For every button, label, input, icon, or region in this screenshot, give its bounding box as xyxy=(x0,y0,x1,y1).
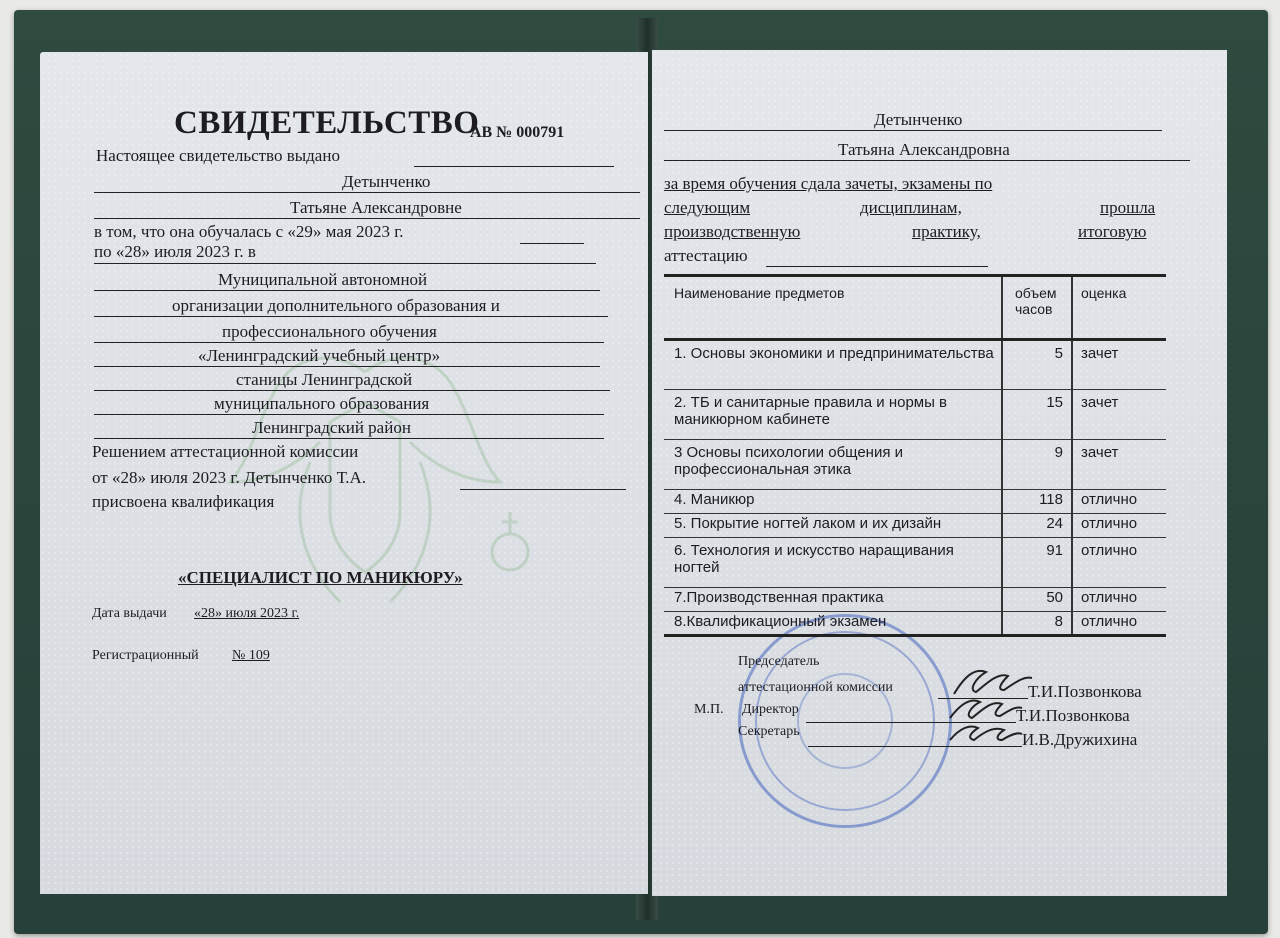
org-line-3: профессионального обучения xyxy=(222,322,437,341)
exams-text-line-2b: дисциплинам, xyxy=(860,198,962,217)
subject-cell: 1. Основы экономики и предпринимательства xyxy=(664,340,1002,390)
grade-cell: зачет xyxy=(1072,390,1166,440)
table-row xyxy=(664,440,1166,490)
exams-text-line-3b: практику, xyxy=(912,222,981,241)
grade-cell: отлично xyxy=(1072,514,1166,538)
exams-text-line-3a: производственную xyxy=(664,222,801,241)
exams-text-line-1: за время обучения сдала зачеты, экзамены по xyxy=(664,174,993,193)
qualification-title: «СПЕЦИАЛИСТ ПО МАНИКЮРУ» xyxy=(178,568,463,587)
grade-cell: отлично xyxy=(1072,588,1166,612)
subject-cell: 2. ТБ и санитарные правила и нормы в маникюрном кабинете xyxy=(664,390,1002,440)
table-row xyxy=(664,514,1166,538)
table-row xyxy=(664,538,1166,588)
fill-line xyxy=(94,290,600,291)
table-row xyxy=(664,490,1166,514)
fill-line xyxy=(520,243,584,244)
grades-table xyxy=(664,274,1166,637)
secretary-label: Секретарь xyxy=(738,724,800,739)
table-header-row xyxy=(664,276,1166,340)
hours-cell: 15 xyxy=(1002,390,1072,440)
right-name: Татьяна Александровна xyxy=(838,140,1010,159)
grade-cell: зачет xyxy=(1072,440,1166,490)
chairman-name: Т.И.Позвонкова xyxy=(1028,682,1142,701)
study-start: в том, что она обучалась с «29» мая 2023 г. xyxy=(94,222,404,241)
secretary-name: И.В.Дружихина xyxy=(1022,730,1138,749)
fill-line xyxy=(94,192,640,193)
subject-cell: 4. Маникюр xyxy=(664,490,1002,514)
issue-date-value: «28» июля 2023 г. xyxy=(194,606,300,621)
fill-line xyxy=(94,366,600,367)
header-subject: Наименование предметов xyxy=(664,276,1002,340)
grade-cell: отлично xyxy=(1072,612,1166,636)
hours-cell: 24 xyxy=(1002,514,1072,538)
grade-cell: отлично xyxy=(1072,538,1166,588)
seal-place-label: М.П. xyxy=(694,702,724,717)
fill-line xyxy=(664,130,1162,131)
org-line-1: Муниципальной автономной xyxy=(218,270,428,289)
issued-to-label: Настоящее свидетельство выдано xyxy=(96,146,340,165)
exams-text-line-2a: следующим xyxy=(664,198,751,217)
fill-line xyxy=(460,489,626,490)
exams-text-line-3c: итоговую xyxy=(1078,222,1147,241)
subject-cell: 7.Производственная практика xyxy=(664,588,1002,612)
fill-line xyxy=(94,390,610,391)
fill-line xyxy=(664,160,1190,161)
hours-cell: 91 xyxy=(1002,538,1072,588)
secretary-signature xyxy=(944,718,1024,748)
certificate-series-number: АВ № 000791 xyxy=(470,124,565,141)
fill-line xyxy=(94,438,604,439)
subject-cell: 5. Покрытие ногтей лаком и их дизайн xyxy=(664,514,1002,538)
grade-cell: зачет xyxy=(1072,340,1166,390)
org-line-6: муниципального образования xyxy=(214,394,430,413)
study-end: по «28» июля 2023 г. в xyxy=(94,242,256,261)
table-row xyxy=(664,390,1166,440)
exams-text-line-2c: прошла xyxy=(1100,198,1156,217)
org-line-7: Ленинградский район xyxy=(252,418,411,437)
table-row xyxy=(664,588,1166,612)
official-stamp xyxy=(738,614,952,828)
header-hours: объем часов xyxy=(1002,276,1072,340)
recipient-name: Татьяне Александровне xyxy=(290,198,462,217)
certificate-title: СВИДЕТЕЛЬСТВО xyxy=(174,105,480,141)
issue-date-label: Дата выдачи xyxy=(92,606,167,621)
fill-line xyxy=(766,266,988,267)
decision-line-1: Решением аттестационной комиссии xyxy=(92,442,359,461)
subject-cell: 8.Квалификационный экзамен xyxy=(664,612,1002,636)
director-name: Т.И.Позвонкова xyxy=(1016,706,1130,725)
fill-line xyxy=(94,263,596,264)
exams-text-line-4: аттестацию xyxy=(664,246,748,265)
right-surname: Детынченко xyxy=(874,110,963,129)
grade-cell: отлично xyxy=(1072,490,1166,514)
table-row xyxy=(664,340,1166,390)
director-label: Директор xyxy=(742,702,799,717)
hours-cell: 9 xyxy=(1002,440,1072,490)
hours-cell: 5 xyxy=(1002,340,1072,390)
hours-cell: 8 xyxy=(1002,612,1072,636)
fill-line xyxy=(414,166,614,167)
decision-line-3: присвоена квалификация xyxy=(92,492,275,511)
fill-line xyxy=(94,414,604,415)
fill-line xyxy=(94,342,604,343)
chairman-label-2: аттестационной комиссии xyxy=(738,680,893,695)
table-row xyxy=(664,612,1166,636)
fill-line xyxy=(94,218,640,219)
fill-line xyxy=(94,316,608,317)
registration-label: Регистрационный xyxy=(92,648,199,663)
chairman-label-1: Председатель xyxy=(738,654,820,669)
hours-cell: 118 xyxy=(1002,490,1072,514)
registration-number: № 109 xyxy=(232,648,270,663)
org-line-2: организации дополнительного образования и xyxy=(172,296,500,315)
recipient-surname: Детынченко xyxy=(342,172,431,191)
hours-cell: 50 xyxy=(1002,588,1072,612)
org-line-5: станицы Ленинградской xyxy=(236,370,413,389)
subject-cell: 3 Основы психологии общения и профессиональная этика xyxy=(664,440,1002,490)
subject-cell: 6. Технология и искусство наращивания ногтей xyxy=(664,538,1002,588)
header-grade: оценка xyxy=(1072,276,1166,340)
org-line-4: «Ленинградский учебный центр» xyxy=(198,346,441,365)
decision-line-2: от «28» июля 2023 г. Детынченко Т.А. xyxy=(92,468,367,487)
